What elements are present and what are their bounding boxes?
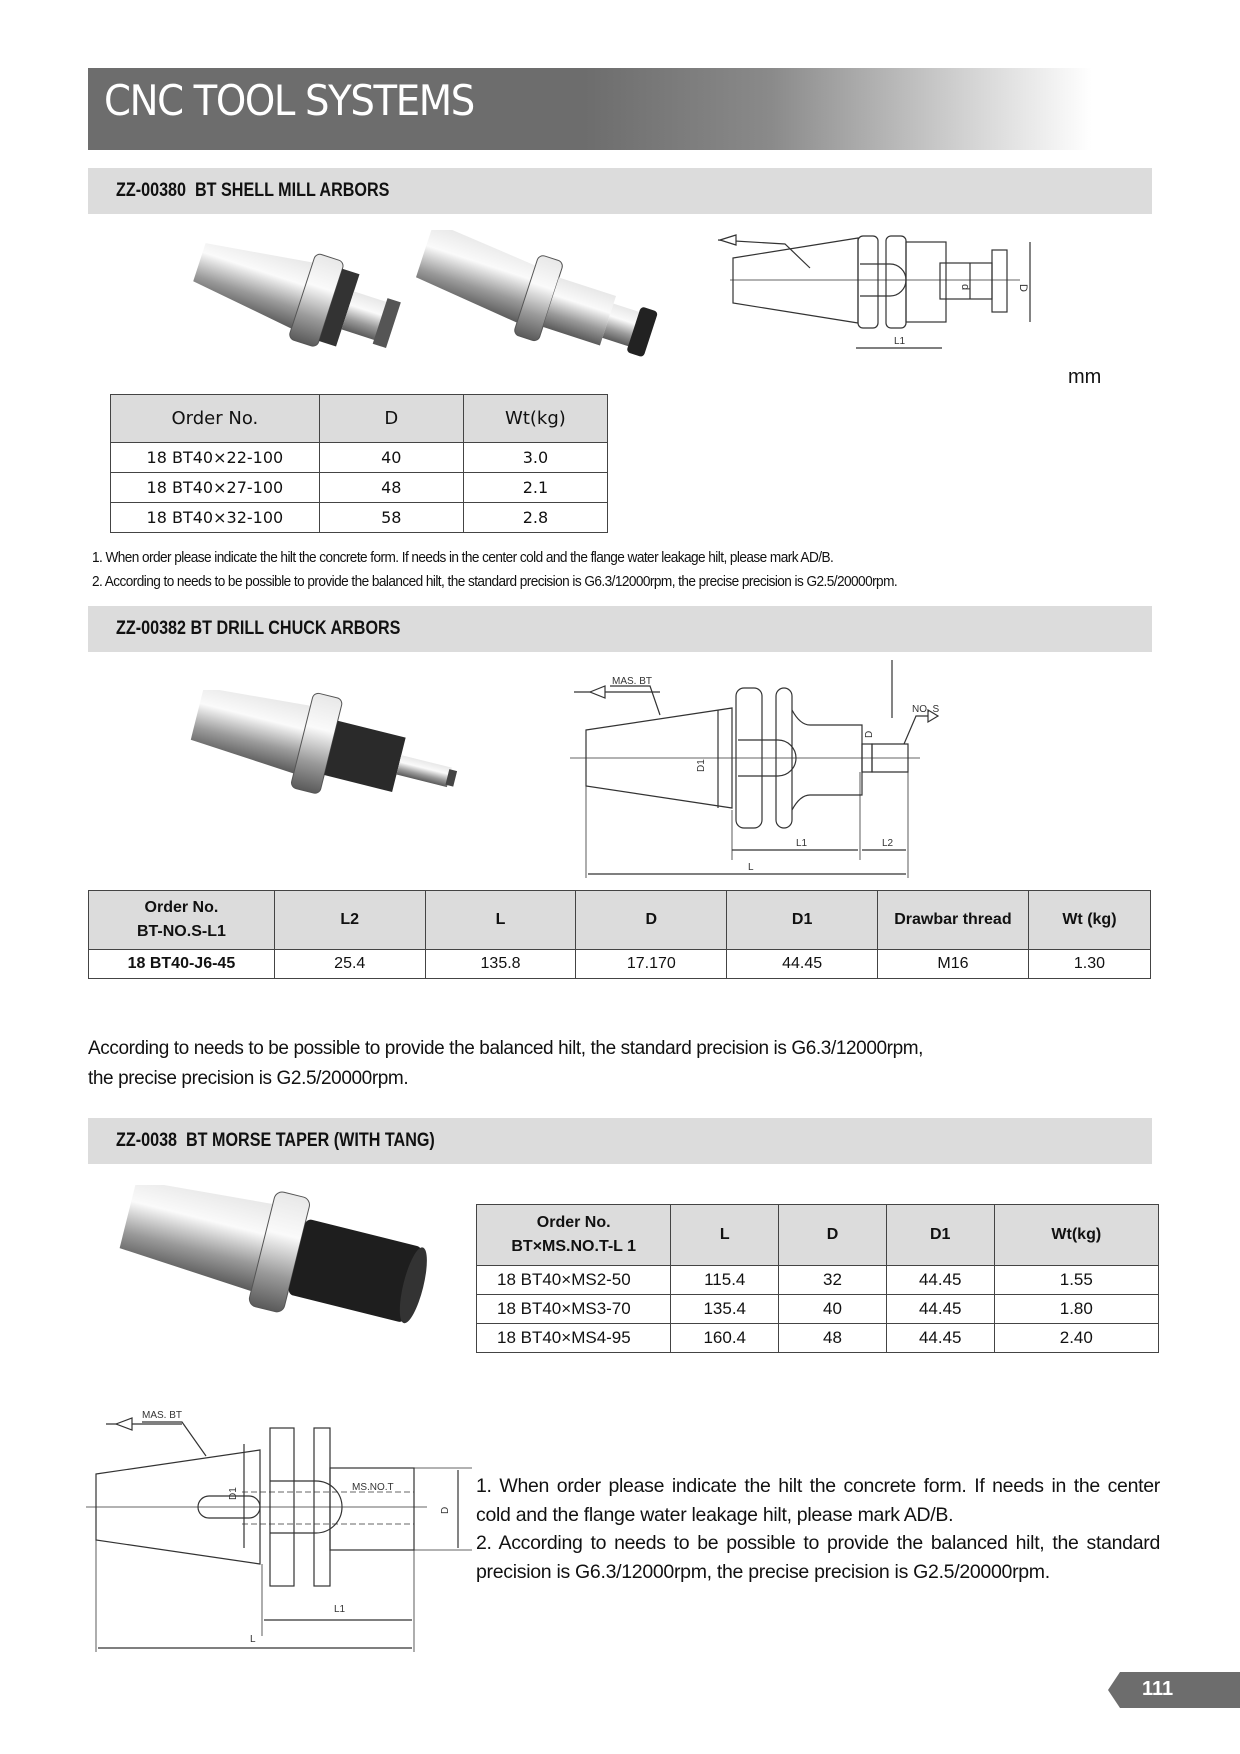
col-l2: L2 — [274, 891, 425, 950]
product-photo-morse-taper — [110, 1185, 440, 1345]
cell-wt: 1.55 — [994, 1266, 1158, 1295]
table-header-row — [477, 1205, 1159, 1266]
technical-drawing-shell-mill — [700, 228, 1040, 398]
label-L1: L1 — [334, 1604, 346, 1615]
cell-d1: 44.45 — [727, 950, 878, 979]
label-D: D — [864, 730, 875, 738]
cell-wt: 1.80 — [994, 1295, 1158, 1324]
cell-d1: 44.45 — [886, 1324, 994, 1353]
label-D1: D1 — [696, 759, 707, 772]
label-mas-bt: MAS. BT — [612, 676, 653, 687]
label-L: L — [250, 1634, 256, 1645]
paragraph-line-2: the precise precision is G2.5/20000rpm. — [88, 1068, 409, 1089]
note-2: 2. According to needs to be possible to provide the balanced hilt, the standard precision is G6.3/12000rpm, the precise precision is G2.5/20000rpm. — [476, 1532, 1160, 1583]
table-row — [477, 1324, 1159, 1353]
header-order-format: BT-NO.S-L1 — [136, 923, 226, 940]
label-L1: L1 — [894, 336, 906, 347]
cell-wt: 1.30 — [1028, 950, 1150, 979]
col-order-no — [89, 891, 275, 950]
section-title: ZZ-00382 BT DRILL CHUCK ARBORS — [116, 618, 401, 639]
arbor-photo-1 — [185, 230, 407, 368]
label-L1: L1 — [796, 838, 808, 849]
table-row — [111, 443, 608, 473]
col-drawbar-thread: Drawbar thread — [878, 891, 1029, 950]
note-2: 2. According to needs to be possible to provide the balanced hilt, the standard precision is G6.3/12000rpm, the precise precision is G2.5/20000rpm. — [92, 574, 898, 590]
cell-l: 160.4 — [671, 1324, 779, 1353]
unit-label: mm — [1068, 366, 1102, 388]
cell-l: 115.4 — [671, 1266, 779, 1295]
page-number-tab — [1108, 1672, 1240, 1708]
header-order-no: Order No. — [536, 1214, 611, 1231]
cell-d: 48 — [319, 473, 463, 503]
cell-drawbar-thread: M16 — [878, 950, 1029, 979]
col-d: D — [576, 891, 727, 950]
note-1: 1. When order please indicate the hilt the concrete form. If needs in the center cold and the flange water leakage hilt, please mark AD/B. — [92, 550, 834, 566]
cell-order-no: 18 BT40×22-100 — [111, 443, 320, 473]
header-order-format: BT×MS.NO.T-L 1 — [511, 1238, 636, 1255]
table-header-row — [89, 891, 1151, 950]
cell-wt: 3.0 — [463, 443, 607, 473]
product-photo-shell-mill-arbors — [185, 230, 685, 390]
label-mas-bt: MAS. BT — [142, 1410, 183, 1421]
table-row — [111, 473, 608, 503]
paragraph-line-1: According to needs to be possible to provide the balanced hilt, the standard precision is G6.3/12000rpm, — [88, 1038, 924, 1059]
table-row — [477, 1266, 1159, 1295]
shell-mill-arbors-table — [110, 394, 608, 533]
header-order-no: Order No. — [144, 899, 219, 916]
section-header-drill-chuck-arbors — [88, 606, 1152, 652]
table-header-row — [111, 395, 608, 443]
cell-d: 58 — [319, 503, 463, 533]
cell-d1: 44.45 — [886, 1295, 994, 1324]
col-d1: D1 — [886, 1205, 994, 1266]
drill-chuck-arbors-table — [88, 890, 1151, 979]
cell-wt: 2.1 — [463, 473, 607, 503]
cell-d: 48 — [779, 1324, 887, 1353]
section-title: ZZ-00380 BT SHELL MILL ARBORS — [116, 180, 390, 201]
col-order-no: Order No. — [111, 395, 320, 443]
cell-l2: 25.4 — [274, 950, 425, 979]
cell-wt: 2.8 — [463, 503, 607, 533]
technical-drawing-morse-taper — [82, 1396, 472, 1656]
cell-l: 135.4 — [671, 1295, 779, 1324]
col-wt: Wt (kg) — [1028, 891, 1150, 950]
col-d: D — [779, 1205, 887, 1266]
section-header-shell-mill-arbors — [88, 168, 1152, 214]
cell-d: 32 — [779, 1266, 887, 1295]
table-row — [111, 503, 608, 533]
cell-d: 40 — [319, 443, 463, 473]
col-l: L — [671, 1205, 779, 1266]
cell-order-no: 18 BT40×27-100 — [111, 473, 320, 503]
section-header-morse-taper — [88, 1118, 1152, 1164]
notes-shell-mill — [92, 546, 897, 594]
col-wt: Wt(kg) — [994, 1205, 1158, 1266]
page-title: CNC TOOL SYSTEMS — [104, 76, 474, 125]
label-L2: L2 — [882, 838, 894, 849]
col-l: L — [425, 891, 576, 950]
label-D: D — [440, 1506, 451, 1514]
cell-d: 40 — [779, 1295, 887, 1324]
cell-order-no: 18 BT40×MS2-50 — [477, 1266, 671, 1295]
page-tab-shape — [1108, 1672, 1240, 1708]
label-L: L — [748, 862, 754, 873]
cell-d: 17.170 — [576, 950, 727, 979]
label-D: D — [1017, 284, 1029, 292]
label-D1: D1 — [228, 1487, 239, 1500]
table-row — [477, 1295, 1159, 1324]
label-ms-no-t: MS.NO.T — [352, 1482, 394, 1493]
cell-d1: 44.45 — [886, 1266, 994, 1295]
table-row — [89, 950, 1151, 979]
cell-order-no: 18 BT40×MS4-95 — [477, 1324, 671, 1353]
col-wt: Wt(kg) — [463, 395, 607, 443]
technical-drawing-drill-chuck — [560, 660, 940, 880]
precision-paragraph — [88, 1034, 923, 1094]
col-d: D — [319, 395, 463, 443]
cell-order-no: 18 BT40×MS3-70 — [477, 1295, 671, 1324]
morse-taper-table — [476, 1204, 1159, 1353]
section-title: ZZ-0038 BT MORSE TAPER (WITH TANG) — [116, 1130, 435, 1151]
cell-order-no: 18 BT40-J6-45 — [89, 950, 275, 979]
product-photo-drill-chuck-arbor — [180, 690, 480, 840]
cell-l: 135.8 — [425, 950, 576, 979]
arbor-photo-2 — [409, 230, 664, 375]
cell-wt: 2.40 — [994, 1324, 1158, 1353]
label-no-s: NO. S — [912, 704, 940, 715]
notes-morse-taper — [476, 1472, 1160, 1586]
label-d: d — [959, 284, 971, 291]
cell-order-no: 18 BT40×32-100 — [111, 503, 320, 533]
col-order-no — [477, 1205, 671, 1266]
header-banner — [88, 68, 1123, 150]
note-1: 1. When order please indicate the hilt the concrete form. If needs in the center cold and the flange water leakage hilt, please mark AD/B. — [476, 1475, 1160, 1526]
page-number: 111 — [1142, 1678, 1174, 1700]
col-d1: D1 — [727, 891, 878, 950]
